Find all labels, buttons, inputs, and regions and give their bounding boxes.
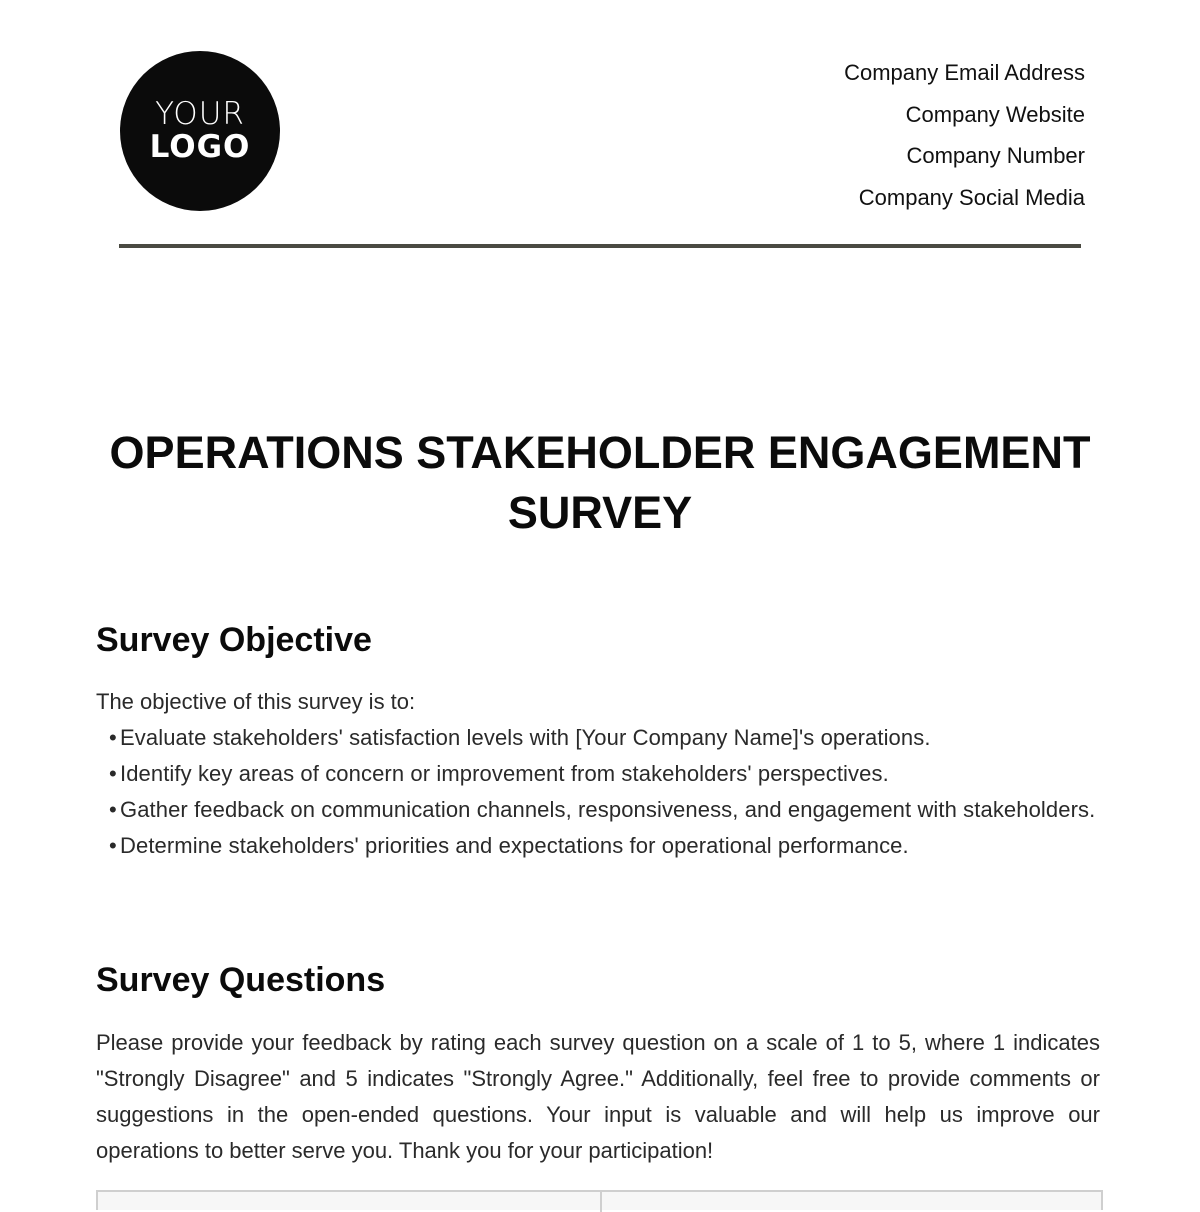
logo-line-1: YOUR: [155, 96, 245, 132]
company-logo: [120, 51, 280, 211]
survey-table: [96, 1190, 1103, 1210]
company-contact-block: [844, 52, 1085, 218]
survey-instructions: Please provide your feedback by rating each survey question on a scale of 1 to 5, where 1 indicates "Strongly Disagree" and 5 indicates "Strongly Agree." Additionally, feel free to provide comments or suggestions in the open-ended questions. Your input is valuable and will help us improve our operations to better serve you. Thank you for your participation!: [96, 1030, 1100, 1163]
objective-intro: The objective of this survey is to:: [96, 689, 416, 714]
objective-list: [96, 720, 1100, 864]
list-item: • Evaluate stakeholders' satisfaction levels with [Your Company Name]'s operations.: [96, 720, 1100, 756]
table-column-divider: [600, 1192, 602, 1212]
company-website: Company Website: [905, 101, 1085, 127]
company-number: Company Number: [906, 143, 1085, 168]
company-social-media: Company Social Media: [858, 184, 1085, 210]
header-divider: [119, 244, 1081, 248]
list-item: • Identify key areas of concern or improvement from stakeholders' perspectives.: [96, 756, 1100, 792]
list-item: • Determine stakeholders' priorities and expectations for operational performance.: [96, 828, 1100, 864]
survey-questions-heading: Survey Questions: [96, 961, 386, 999]
company-email: Company Email Address: [844, 60, 1085, 85]
survey-objective-heading: Survey Objective: [96, 621, 372, 659]
document-title: OPERATIONS STAKEHOLDER ENGAGEMENT SURVEY: [109, 427, 1091, 538]
logo-line-2: LOGO: [149, 129, 251, 165]
list-item: • Gather feedback on communication channels, responsiveness, and engagement with stakeholders.: [96, 792, 1100, 828]
